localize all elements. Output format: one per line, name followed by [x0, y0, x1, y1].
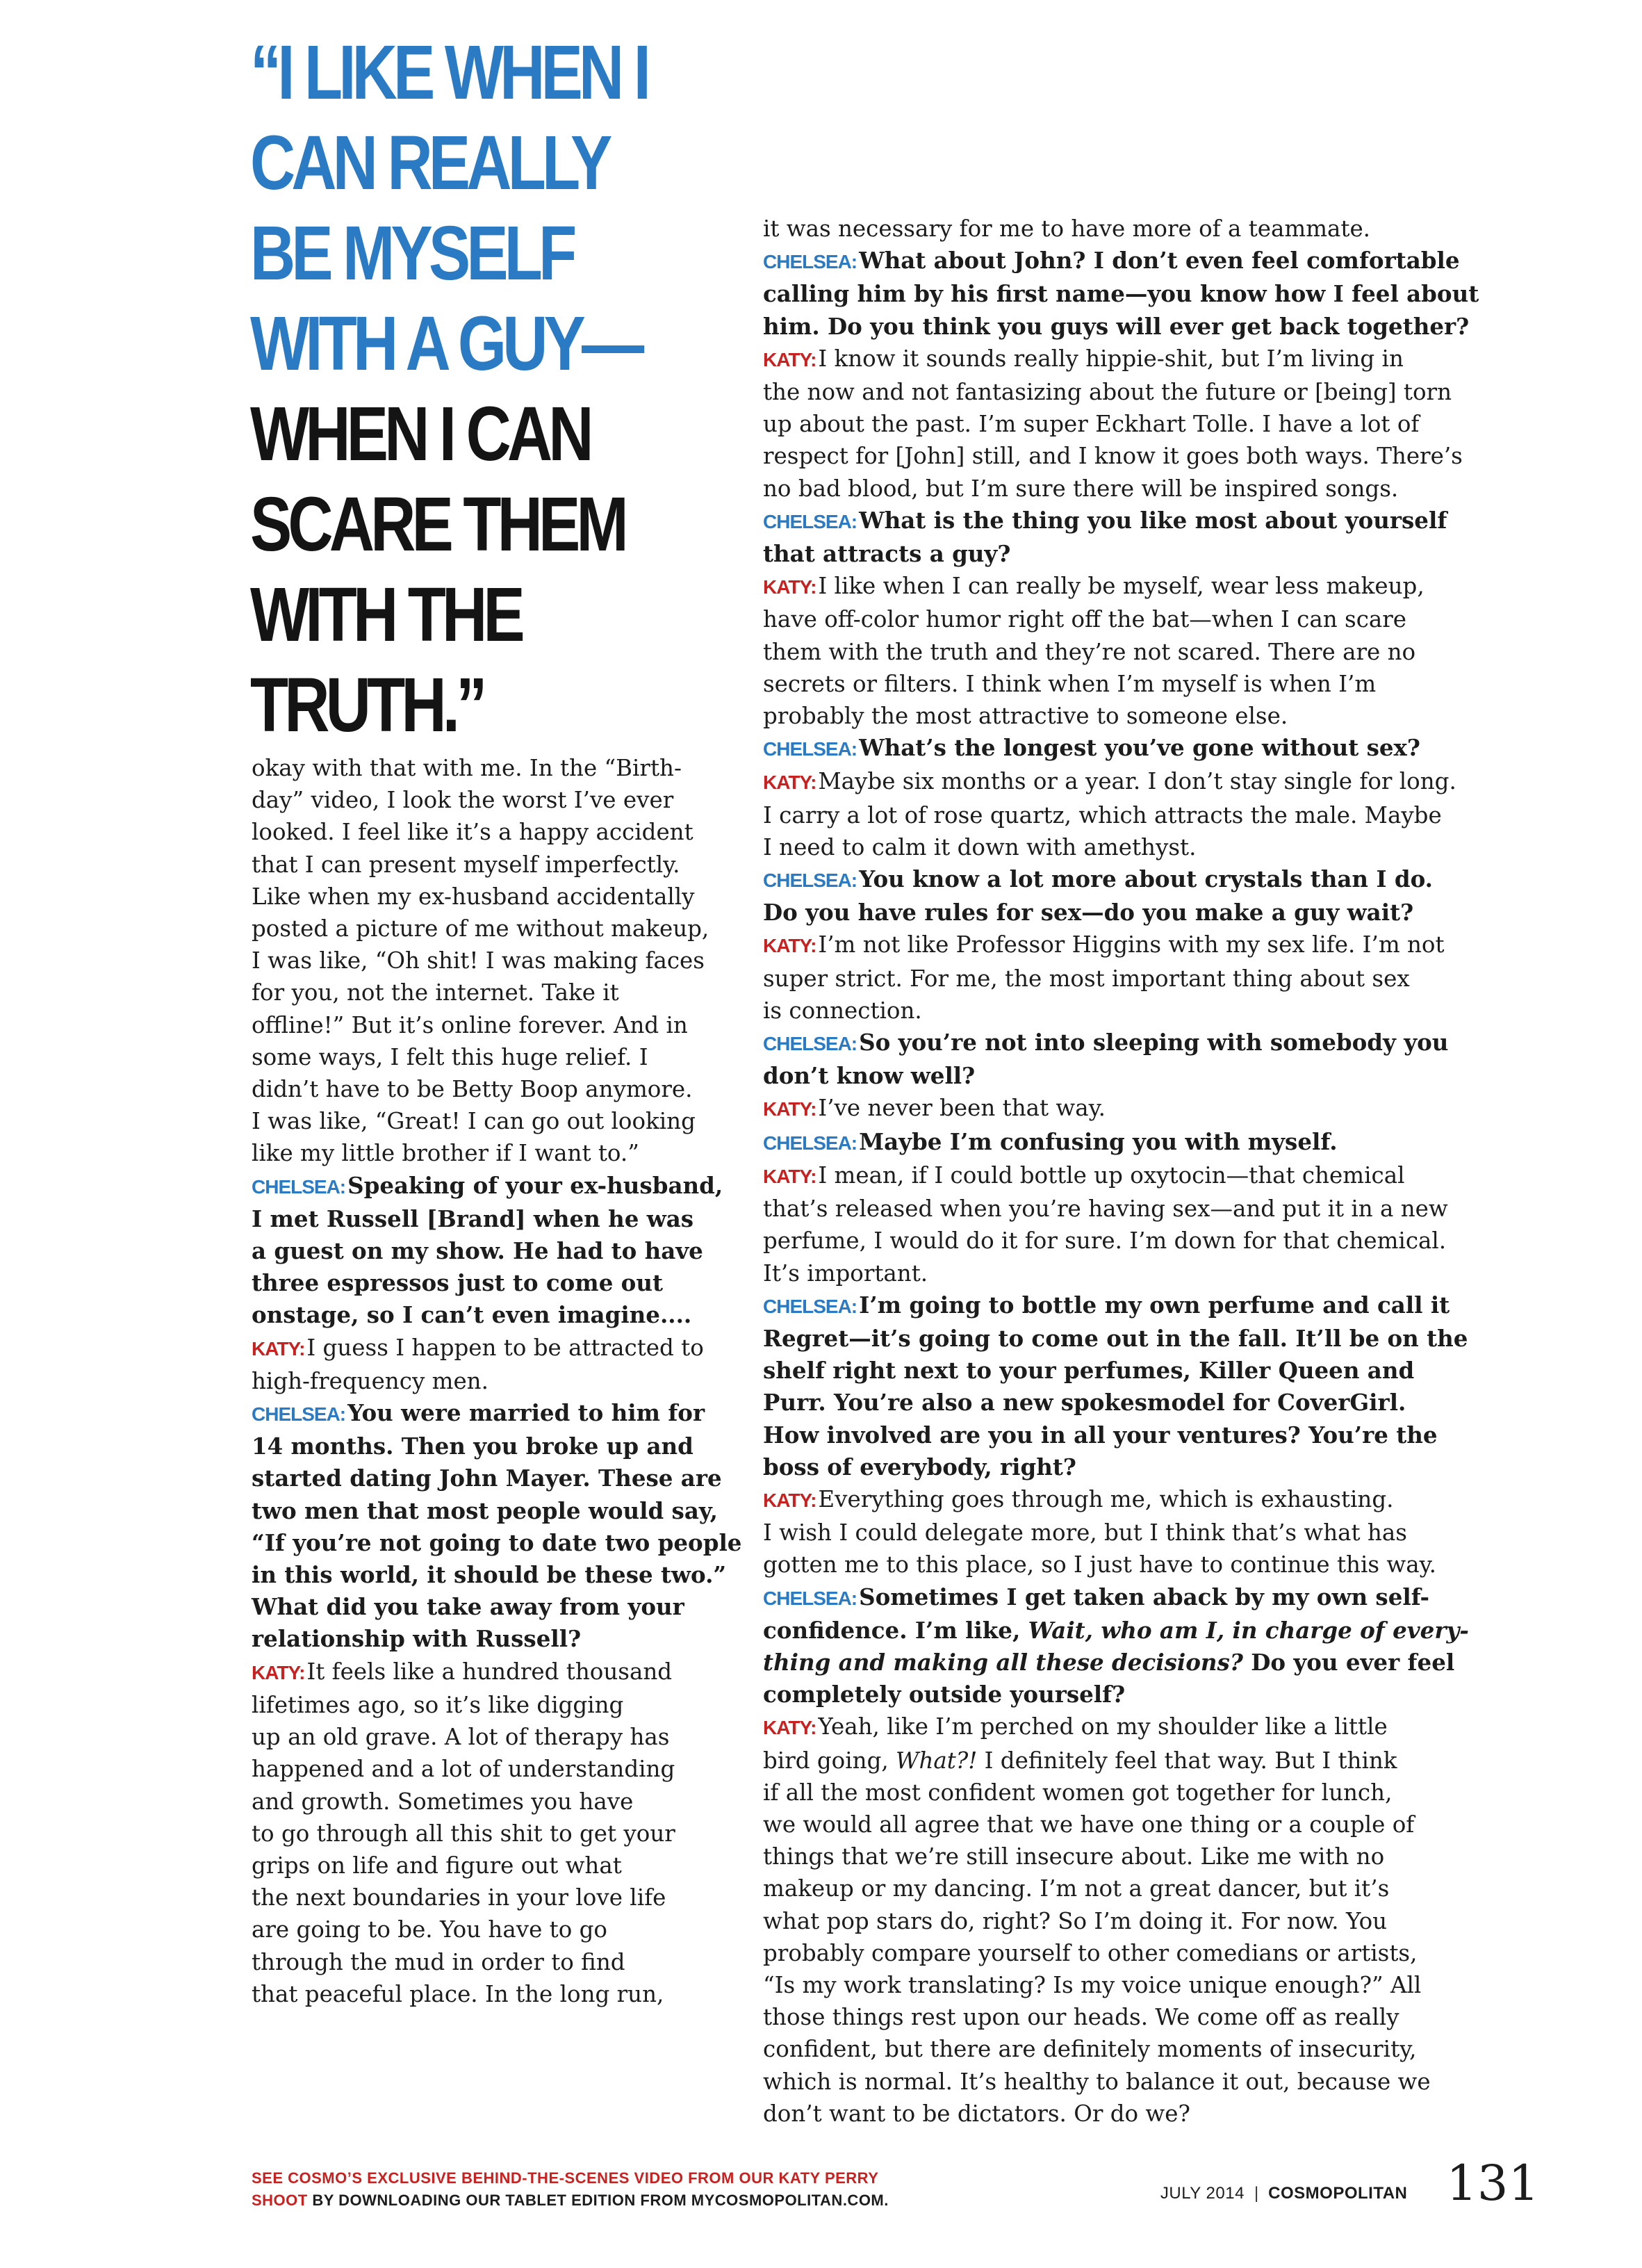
answer-line — [763, 408, 1465, 440]
line-text: high-frequency men. — [252, 1367, 489, 1394]
answer-line — [763, 1745, 1465, 1777]
pull-quote — [250, 28, 648, 751]
line-text: I carry a lot of rose quartz, which attracts the male. Maybe — [763, 801, 1442, 829]
answer-line — [763, 570, 1465, 603]
answer-line — [763, 765, 1465, 799]
question-line — [763, 1289, 1465, 1323]
line-text: I’ve never been that way. — [818, 1095, 1106, 1122]
line-text: I like when I can really be myself, wear less makeup, — [818, 573, 1425, 600]
line-text: up an old grave. A lot of therapy has — [252, 1724, 670, 1751]
line-text: I know it sounds really hippie-shit, but I’m living in — [818, 345, 1404, 372]
answer-line — [763, 2001, 1465, 2033]
line-text: I was like, “Great! I can go out looking — [252, 1108, 696, 1135]
pull-quote-line: BE MYSELF — [250, 211, 573, 296]
line-text: onstage, so I can’t even imagine.... — [252, 1301, 692, 1329]
question-line — [252, 1559, 738, 1591]
pull-quote-line: “I LIKE WHEN I — [250, 30, 648, 115]
tablet-promo — [252, 2167, 889, 2212]
pull-quote-blue-lines — [250, 28, 648, 389]
question-line — [252, 1235, 738, 1267]
pull-quote-line: SCARE THEM — [250, 482, 625, 567]
line-text: Do you have rules for sex—do you make a guy wait? — [763, 899, 1414, 927]
answer-line — [252, 1332, 738, 1365]
line-text: that attracts a guy? — [763, 540, 1011, 568]
line-text: What did you take away from your — [252, 1593, 684, 1621]
page-folio — [1160, 2155, 1539, 2212]
line-text: Maybe I’m confusing you with myself. — [859, 1127, 1338, 1155]
line-text: to go through all this shit to get your — [252, 1820, 675, 1847]
line-text: respect for [John] still, and I know it goes both ways. There’s — [763, 443, 1463, 470]
speaker-label-katy: KATY: — [763, 1717, 816, 1739]
speaker-label-katy: KATY: — [252, 1337, 305, 1360]
answer-line — [763, 963, 1465, 995]
speaker-label-chelsea: CHELSEA: — [763, 870, 857, 892]
line-text: and growth. Sometimes you have — [252, 1788, 634, 1815]
line-text: boss of everybody, right? — [763, 1453, 1076, 1480]
magazine-name: COSMOPOLITAN — [1268, 2184, 1408, 2203]
promo-shoot-word: SHOOT — [252, 2192, 308, 2209]
line-text: which is normal. It’s healthy to balance it out, because we — [763, 2068, 1431, 2095]
answer-line — [252, 1818, 738, 1850]
answer-line — [252, 1105, 738, 1137]
answer-line — [763, 929, 1465, 962]
answer-line — [252, 1137, 738, 1169]
line-text: I’m going to bottle my own perfume and call it — [859, 1291, 1450, 1319]
answer-line — [252, 1914, 738, 1945]
line-text: grips on life and figure out what — [252, 1852, 622, 1879]
line-text: shelf right next to your perfumes, Killer Queen and — [763, 1357, 1415, 1385]
answer-line — [252, 1946, 738, 1978]
line-text: I guess I happen to be attracted to — [306, 1334, 704, 1361]
line-text: I need to calm it down with amethyst. — [763, 833, 1197, 860]
line-text: confident, but there are definitely moments of insecurity, — [763, 2036, 1417, 2063]
question-line — [763, 1679, 1465, 1711]
answer-line — [252, 977, 738, 1009]
question-line — [763, 1126, 1465, 1159]
line-text: okay with that with me. In the “Birth- — [252, 755, 682, 781]
line-text: makeup or my dancing. I’m not a great dancer, but it’s — [763, 1875, 1390, 1902]
answer-line — [252, 784, 738, 816]
pull-quote-line: WHEN I CAN — [250, 391, 590, 477]
line-text: Everything goes through me, which is exhausting. — [818, 1485, 1394, 1512]
answer-line — [252, 752, 738, 784]
line-text: 14 months. Then you broke up and — [252, 1433, 693, 1460]
answer-line — [252, 1365, 738, 1397]
question-line — [252, 1397, 738, 1430]
page-number: 131 — [1446, 2155, 1539, 2212]
answer-line — [252, 1882, 738, 1914]
line-text: Yeah, like I’m perched on my shoulder like a little — [818, 1713, 1388, 1740]
answer-line — [252, 1041, 738, 1073]
line-text: him. Do you think you guys will ever get back together? — [763, 312, 1470, 340]
speaker-label-katy: KATY: — [763, 935, 816, 957]
line-text: started dating John Mayer. These are — [252, 1465, 722, 1492]
line-text: Regret—it’s going to come out in the fall. It’ll be on the — [763, 1324, 1468, 1352]
answer-line — [763, 995, 1465, 1027]
line-text-continued: I definitely feel that way. But I think — [977, 1747, 1397, 1774]
line-text: super strict. For me, the most important thing about sex — [763, 965, 1410, 992]
answer-line — [763, 603, 1465, 635]
speaker-label-chelsea: CHELSEA: — [763, 1132, 857, 1154]
line-text: I’m not like Professor Higgins with my sex life. I’m not — [818, 931, 1445, 958]
line-text: How involved are you in all your ventures? You’re the — [763, 1421, 1438, 1449]
answer-line — [763, 1517, 1465, 1549]
line-text: confidence. I’m like, — [763, 1616, 1028, 1644]
speaker-label-katy: KATY: — [763, 1098, 816, 1120]
line-text: bird going, — [763, 1747, 896, 1774]
line-italic-text: What?! — [896, 1747, 978, 1774]
line-text: I met Russell [Brand] when he was — [252, 1205, 694, 1232]
question-line — [763, 732, 1465, 765]
line-text: things that we’re still insecure about. Like me with no — [763, 1843, 1385, 1870]
answer-line — [763, 1257, 1465, 1289]
question-line — [252, 1267, 738, 1299]
line-text: probably compare yourself to other comedians or artists, — [763, 1939, 1418, 1966]
line-text: the now and not fantasizing about the future or [being] torn — [763, 379, 1452, 406]
question-line — [252, 1430, 738, 1462]
question-line — [252, 1299, 738, 1331]
line-text: in this world, it should be these two.” — [252, 1561, 727, 1589]
line-text: You know a lot more about crystals than I do. — [859, 865, 1433, 893]
line-text: that I can present myself imperfectly. — [252, 851, 680, 878]
line-text: no bad blood, but I’m sure there will be inspired songs. — [763, 475, 1399, 502]
line-text: It feels like a hundred thousand — [306, 1658, 673, 1685]
answer-line — [763, 2033, 1465, 2065]
line-text: two men that most people would say, — [252, 1496, 718, 1524]
question-line — [763, 1419, 1465, 1451]
promo-line-1: SEE COSMO’S EXCLUSIVE BEHIND-THE-SCENES VIDEO FROM OUR KATY PERRY — [252, 2169, 879, 2187]
answer-line — [763, 1777, 1465, 1809]
line-text: what pop stars do, right? So I’m doing it. For now. You — [763, 1907, 1388, 1934]
line-text: perfume, I would do it for sure. I’m down for that chemical. — [763, 1227, 1447, 1255]
speaker-label-chelsea: CHELSEA: — [763, 251, 857, 273]
line-text: looked. I feel like it’s a happy accident — [252, 819, 693, 846]
line-text: day” video, I look the worst I’ve ever — [252, 787, 674, 814]
answer-line — [763, 2098, 1465, 2130]
answer-line — [763, 1809, 1465, 1841]
line-text: What is the thing you like most about yourself — [859, 506, 1447, 534]
line-text: a guest on my show. He had to have — [252, 1237, 703, 1265]
line-text: those things rest upon our heads. We come off as really — [763, 2004, 1399, 2031]
answer-line — [252, 1009, 738, 1041]
line-text: have off-color humor right off the bat—when I can scare — [763, 606, 1407, 633]
answer-line — [763, 1841, 1465, 1873]
line-text: You were married to him for — [347, 1399, 705, 1427]
speaker-label-chelsea: CHELSEA: — [763, 1033, 857, 1055]
line-text: three espressos just to come out — [252, 1269, 663, 1297]
speaker-label-katy: KATY: — [763, 1165, 816, 1187]
speaker-label-katy: KATY: — [763, 1489, 816, 1511]
pull-quote-black-lines — [250, 389, 625, 751]
line-text: we would all agree that we have one thing or a couple of — [763, 1811, 1415, 1838]
line-text: through the mud in order to find — [252, 1948, 625, 1975]
question-line — [763, 1615, 1469, 1647]
answer-line — [763, 1937, 1465, 1969]
right-article-column — [763, 213, 1479, 2130]
line-text: the next boundaries in your love life — [252, 1884, 666, 1911]
question-line — [763, 278, 1479, 310]
pull-quote-line: WITH THE — [250, 572, 521, 658]
line-italic-text: thing and making all these decisions? — [763, 1648, 1243, 1676]
answer-line — [763, 1483, 1465, 1517]
answer-line — [252, 1689, 738, 1721]
answer-line — [763, 343, 1465, 376]
line-text: What’s the longest you’ve gone without sex? — [859, 734, 1420, 762]
answer-line — [763, 473, 1465, 505]
answer-line — [763, 213, 1465, 245]
question-line — [763, 311, 1470, 343]
answer-line — [763, 1549, 1465, 1581]
line-text: up about the past. I’m super Eckhart Tolle. I have a lot of — [763, 411, 1420, 438]
line-text: It’s important. — [763, 1259, 928, 1287]
speaker-label-chelsea: CHELSEA: — [763, 510, 857, 532]
answer-line — [252, 945, 738, 977]
line-text: completely outside yourself? — [763, 1681, 1126, 1708]
question-line — [763, 1581, 1465, 1615]
answer-line — [763, 1873, 1465, 1904]
pull-quote-line: TRUTH.” — [250, 662, 484, 748]
line-text: Sometimes I get taken aback by my own self- — [859, 1583, 1430, 1610]
line-text: relationship with Russell? — [252, 1625, 582, 1653]
line-text: don’t know well? — [763, 1062, 976, 1090]
question-line — [763, 897, 1465, 929]
promo-line-2 — [252, 2189, 889, 2212]
line-text: Purr. You’re also a new spokesmodel for CoverGirl. — [763, 1389, 1406, 1417]
answer-line — [252, 1656, 738, 1689]
line-text: lifetimes ago, so it’s like digging — [252, 1691, 624, 1718]
answer-line — [763, 440, 1465, 472]
line-text: I wish I could delegate more, but I think that’s what has — [763, 1519, 1407, 1547]
answer-line — [763, 799, 1465, 831]
question-line — [763, 245, 1465, 278]
question-line — [763, 538, 1465, 570]
line-text: don’t want to be dictators. Or do we? — [763, 2100, 1190, 2127]
question-line — [252, 1495, 738, 1527]
speaker-label-katy: KATY: — [252, 1661, 305, 1683]
line-text: What about John? I don’t even feel comfortable — [859, 247, 1460, 275]
answer-line — [763, 1969, 1465, 2001]
answer-line — [252, 913, 738, 945]
line-text: I was like, “Oh shit! I was making faces — [252, 947, 705, 974]
promo-line-2-text: BY DOWNLOADING OUR TABLET EDITION FROM MYCOSMOPOLITAN.COM. — [307, 2192, 889, 2209]
line-text: if all the most confident women got together for lunch, — [763, 1779, 1393, 1806]
question-line — [763, 1355, 1465, 1387]
left-article-column — [252, 752, 742, 2010]
speaker-label-katy: KATY: — [763, 772, 816, 794]
answer-line — [252, 1073, 738, 1105]
line-text: them with the truth and they’re not scared. There are no — [763, 638, 1416, 665]
question-line — [763, 1323, 1468, 1355]
answer-line — [763, 1092, 1465, 1125]
answer-line — [252, 1786, 738, 1818]
speaker-label-katy: KATY: — [763, 348, 816, 370]
answer-line — [252, 881, 738, 913]
line-text-continued: Do you ever feel — [1242, 1648, 1455, 1676]
pull-quote-line: CAN REALLY — [250, 120, 609, 206]
answer-line — [763, 1225, 1465, 1257]
line-text: that peaceful place. In the long run, — [252, 1980, 664, 2007]
line-text: some ways, I felt this huge relief. I — [252, 1043, 648, 1070]
line-text: I mean, if I could bottle up oxytocin—that chemical — [818, 1161, 1405, 1189]
question-line — [763, 505, 1465, 538]
line-text: happened and a lot of understanding — [252, 1756, 675, 1783]
line-text: for you, not the internet. Take it — [252, 979, 619, 1006]
answer-line — [763, 668, 1465, 700]
speaker-label-chelsea: CHELSEA: — [252, 1403, 346, 1426]
line-text: that’s released when you’re having sex—and put it in a new — [763, 1196, 1448, 1223]
answer-line — [763, 636, 1465, 668]
speaker-label-chelsea: CHELSEA: — [252, 1175, 346, 1198]
folio-separator: | — [1254, 2184, 1259, 2203]
answer-line — [252, 1753, 738, 1785]
question-line — [252, 1527, 742, 1559]
line-text: So you’re not into sleeping with somebody you — [859, 1029, 1449, 1057]
answer-line — [252, 1978, 738, 2010]
line-text: didn’t have to be Betty Boop anymore. — [252, 1076, 693, 1103]
line-italic-text: Wait, who am I, in charge of every- — [1028, 1616, 1469, 1644]
line-text: calling him by his first name—you know how I feel about — [763, 280, 1479, 308]
answer-line — [763, 2066, 1465, 2098]
speaker-label-chelsea: CHELSEA: — [763, 738, 857, 760]
line-text: are going to be. You have to go — [252, 1916, 607, 1943]
question-line — [252, 1203, 738, 1235]
line-text: Speaking of your ex-husband, — [347, 1171, 723, 1199]
line-text: probably the most attractive to someone else. — [763, 703, 1288, 730]
line-text: offline!” But it’s online forever. And in — [252, 1011, 688, 1038]
question-line — [763, 1451, 1465, 1483]
answer-line — [763, 700, 1465, 732]
answer-line — [763, 1193, 1465, 1225]
answer-line — [252, 1721, 738, 1753]
line-text: is connection. — [763, 997, 922, 1024]
answer-line — [252, 816, 738, 848]
line-text: like my little brother if I want to.” — [252, 1140, 639, 1167]
question-line — [763, 1647, 1465, 1679]
question-line — [763, 863, 1465, 897]
answer-line — [252, 849, 738, 881]
question-line — [252, 1591, 738, 1623]
line-text: Maybe six months or a year. I don’t stay single for long. — [818, 768, 1456, 795]
answer-line — [763, 831, 1465, 863]
question-line — [252, 1170, 738, 1203]
line-text: gotten me to this place, so I just have to continue this way. — [763, 1551, 1436, 1578]
line-text: it was necessary for me to have more of a teammate. — [763, 215, 1371, 242]
answer-line — [252, 1850, 738, 1882]
speaker-label-chelsea: CHELSEA: — [763, 1295, 857, 1317]
issue-date: JULY 2014 — [1160, 2184, 1245, 2203]
answer-line — [763, 1905, 1465, 1937]
question-line — [763, 1060, 1465, 1092]
line-text: “If you’re not going to date two people — [252, 1528, 742, 1556]
pull-quote-line: WITH A GUY— — [250, 301, 641, 386]
answer-line — [763, 1711, 1465, 1744]
question-line — [763, 1027, 1465, 1060]
question-line — [763, 1387, 1465, 1419]
question-line — [252, 1623, 738, 1655]
line-text: Like when my ex-husband accidentally — [252, 883, 695, 910]
line-text: posted a picture of me without makeup, — [252, 915, 709, 943]
speaker-label-chelsea: CHELSEA: — [763, 1587, 857, 1609]
line-text: secrets or filters. I think when I’m myself is when I’m — [763, 670, 1377, 697]
answer-line — [763, 1159, 1465, 1193]
line-text: “Is my work translating? Is my voice unique enough?” All — [763, 1971, 1422, 1998]
question-line — [252, 1462, 738, 1494]
speaker-label-katy: KATY: — [763, 576, 816, 598]
answer-line — [763, 376, 1465, 408]
